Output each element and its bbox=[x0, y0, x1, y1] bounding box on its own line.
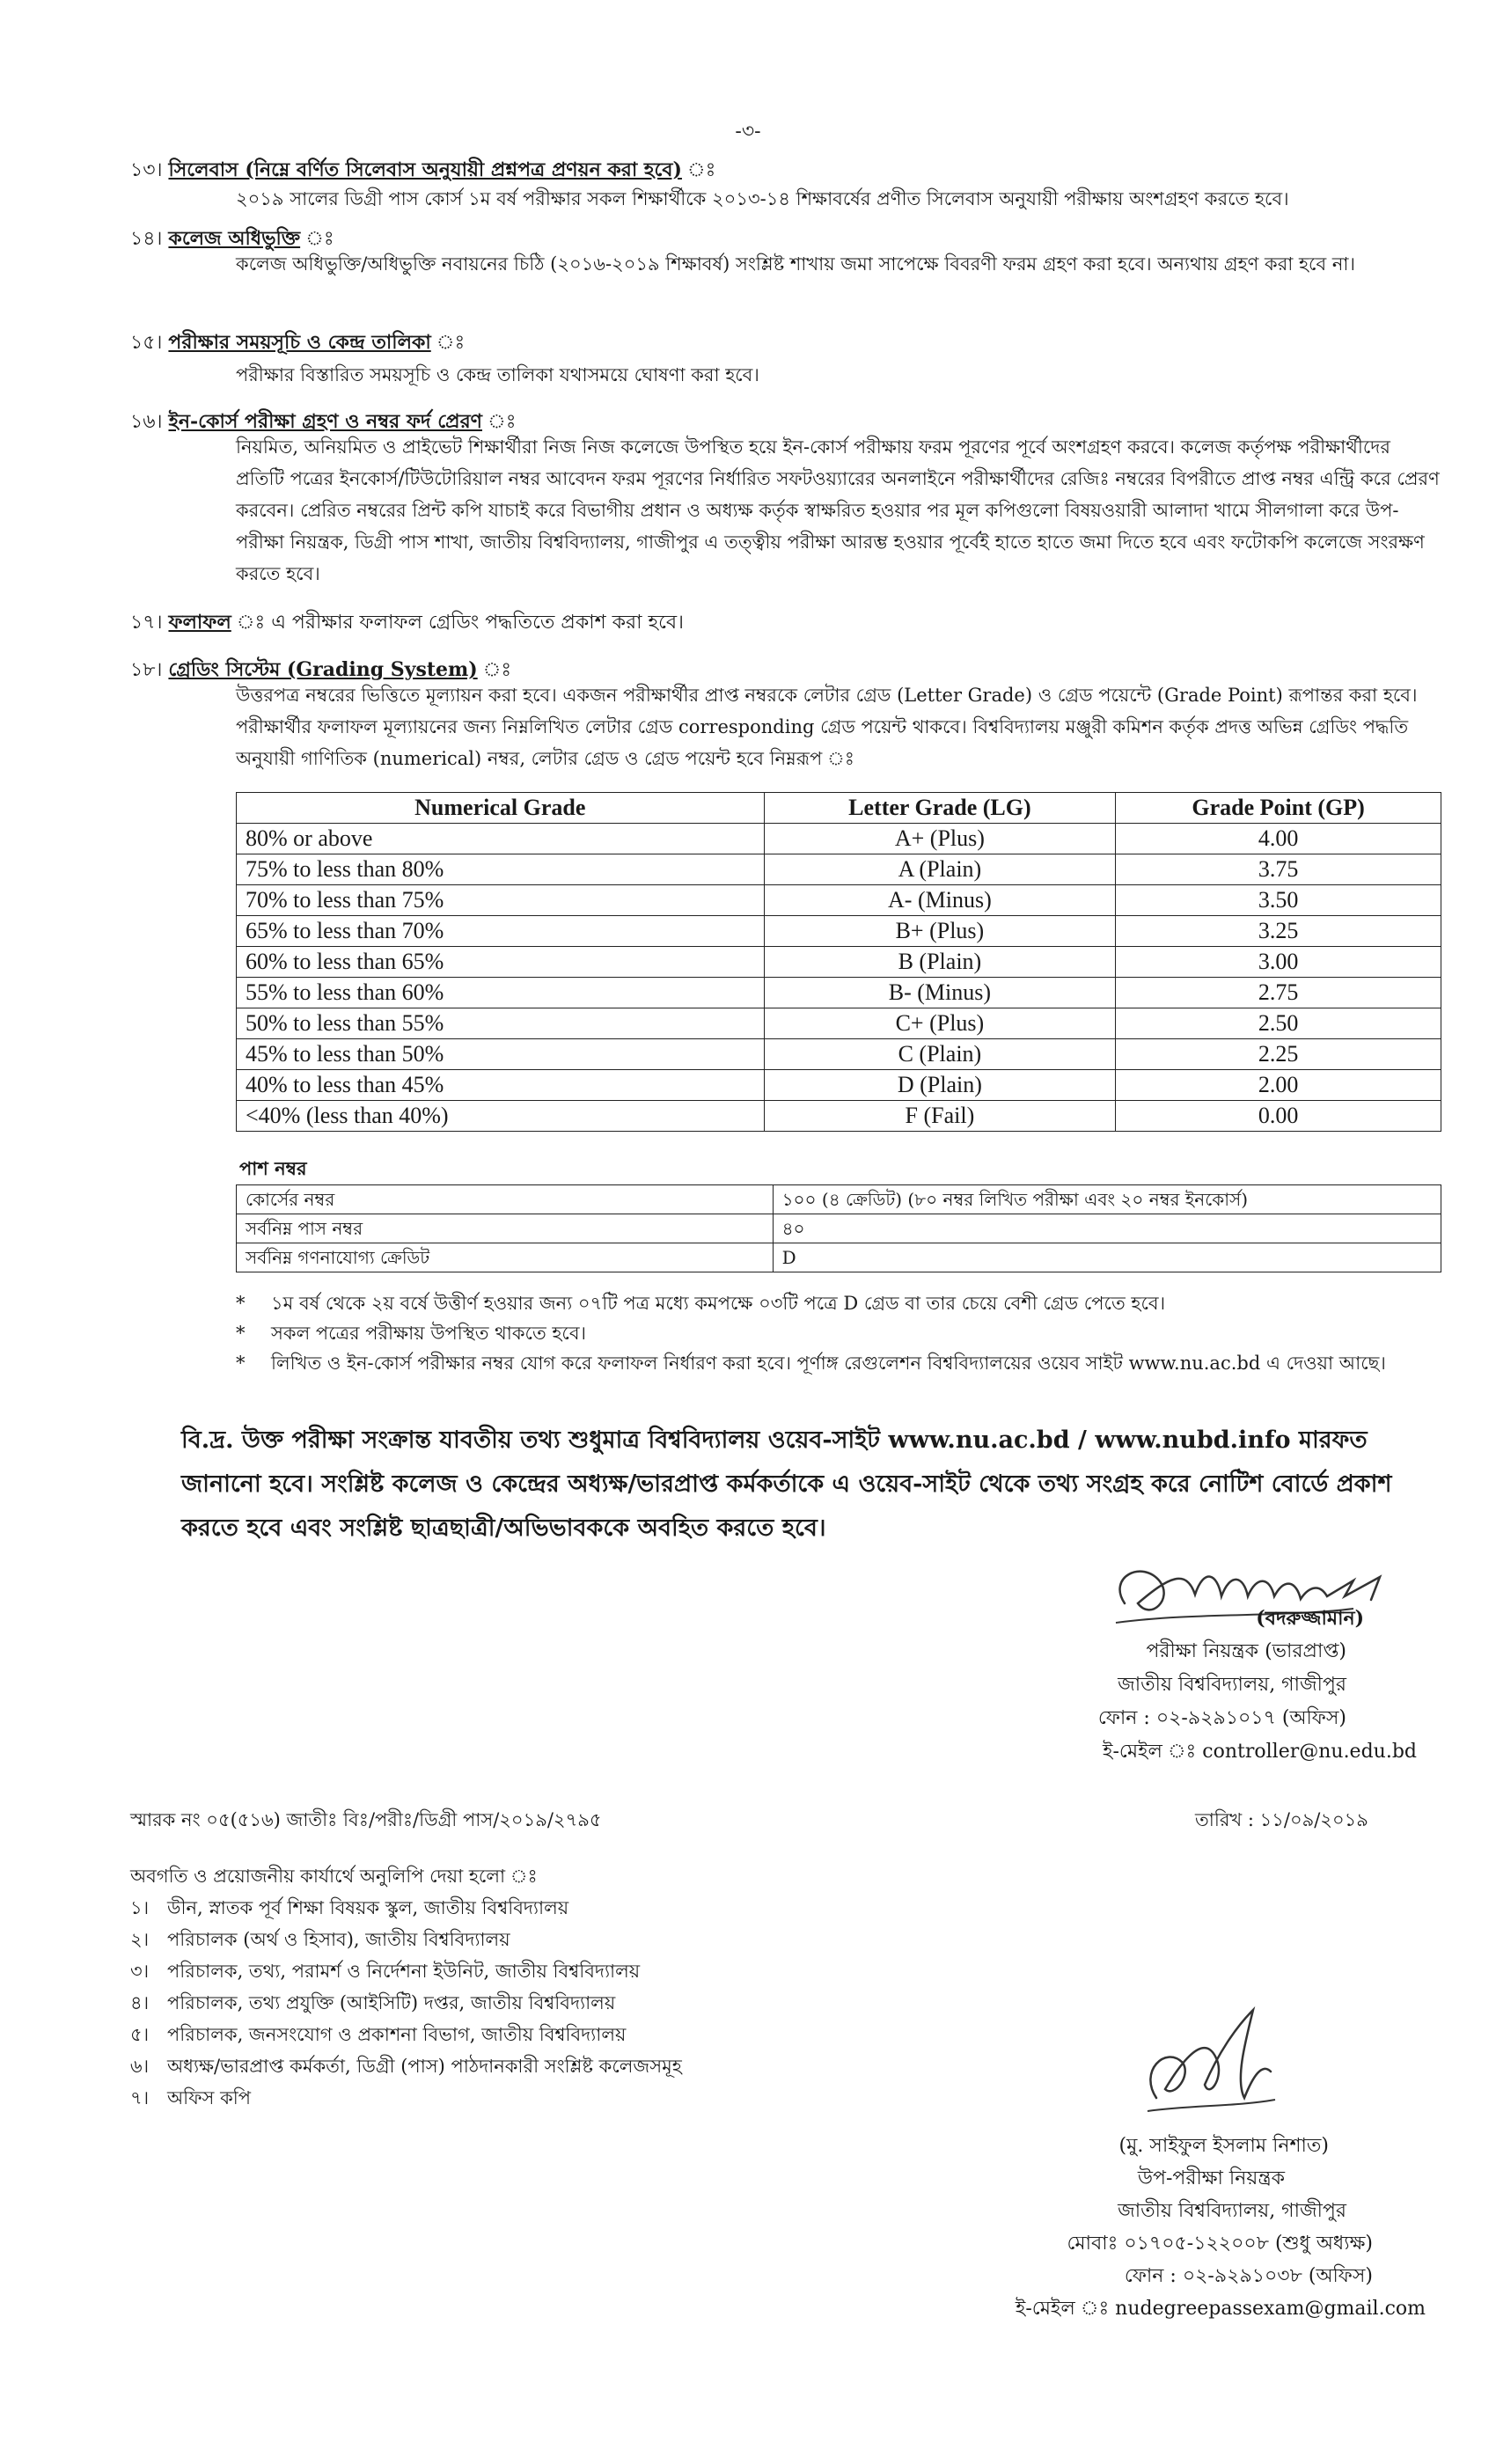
grade-point-cell: 3.25 bbox=[1116, 916, 1441, 947]
grade-point-cell: 0.00 bbox=[1116, 1101, 1441, 1132]
numerical-grade-cell: 65% to less than 70% bbox=[237, 916, 765, 947]
signatory-2-designation: উপ-পরীক্ষা নিয়ন্ত্রক bbox=[1137, 2167, 1285, 2189]
header-grade-point: Grade Point (GP) bbox=[1116, 793, 1441, 824]
letter-grade-cell: A (Plain) bbox=[764, 854, 1116, 885]
pass-marks-value: ১০০ (৪ ক্রেডিট) (৮০ নম্বর লিখিত পরীক্ষা এবং ২০ নম্বর ইনকোর্স) bbox=[773, 1185, 1441, 1214]
section-15-body: পরীক্ষার বিস্তারিত সময়সূচি ও কেন্দ্র তালিকা যথাসময়ে ঘোষণা করা হবে। bbox=[236, 364, 759, 385]
signatory-1-email: ই-মেইল ঃ controller@nu.edu.bd bbox=[1103, 1741, 1417, 1763]
signatory-1-org: জাতীয় বিশ্ববিদ্যালয়, গাজীপুর bbox=[1118, 1674, 1346, 1696]
numerical-grade-cell: <40% (less than 40%) bbox=[237, 1101, 765, 1132]
note-item bbox=[236, 1318, 1441, 1348]
grade-table-row bbox=[237, 1101, 1441, 1132]
note-text: সকল পত্রের পরীক্ষায় উপস্থিত থাকতে হবে। bbox=[271, 1323, 587, 1344]
cc-list bbox=[130, 1892, 1010, 2114]
note-marker: * bbox=[236, 1323, 246, 1344]
grade-point-cell: 3.00 bbox=[1116, 947, 1441, 978]
letter-grade-cell: B- (Minus) bbox=[764, 978, 1116, 1008]
cc-item-text: পরিচালক, জনসংযোগ ও প্রকাশনা বিভাগ, জাতীয় বিশ্ববিদ্যালয় bbox=[167, 2024, 627, 2045]
signatory-2-phone: ফোন : ০২-৯২৯১০৩৮ (অফিস) bbox=[1124, 2265, 1373, 2287]
notes-list bbox=[236, 1288, 1441, 1378]
note-marker: * bbox=[236, 1293, 246, 1314]
signatory-1-designation: পরীক্ষা নিয়ন্ত্রক (ভারপ্রাপ্ত) bbox=[1146, 1640, 1346, 1662]
section-18-body: উত্তরপত্র নম্বরের ভিত্তিতে মূল্যায়ন করা হবে। একজন পরীক্ষার্থীর প্রাপ্ত নম্বরকে লেটার গ্রেড (Letter Grade) ও গ্রেড পয়েন্টে (Grade Point) রূপান্তর করা হবে। পরীক্ষার্থীর ফলাফল মূল্যায়নের জন্য নিম্নলিখিত লেটার গ্রেড corresponding গ্রেড পয়েন্ট থাকবে। বিশ্ববিদ্যালয় মঞ্জুরী কমিশন কর্তৃক প্রদত্ত অভিন্ন গ্রেডিং পদ্ধতি অনুযায়ী গাণিতিক (numerical) নম্বর, লেটার গ্রেড ও গ্রেড পয়েন্ট হবে নিম্নরূপ ঃ bbox=[236, 685, 1418, 769]
cc-item bbox=[130, 1955, 1010, 1987]
grade-table-row bbox=[237, 1008, 1441, 1039]
numerical-grade-cell: 80% or above bbox=[237, 824, 765, 854]
pass-marks-row bbox=[237, 1214, 1441, 1243]
pass-marks-table bbox=[236, 1184, 1441, 1272]
section-17-heading bbox=[130, 607, 684, 640]
signatory-1-phone: ফোন : ০২-৯২৯১০১৭ (অফিস) bbox=[1097, 1707, 1346, 1729]
pass-marks-label: সর্বনিম্ন গণনাযোগ্য ক্রেডিট bbox=[237, 1243, 774, 1272]
letter-grade-cell: C+ (Plus) bbox=[764, 1008, 1116, 1039]
signatory-2-org: জাতীয় বিশ্ববিদ্যালয়, গাজীপুর bbox=[1118, 2200, 1346, 2222]
pass-marks-label: সর্বনিম্ন পাস নম্বর bbox=[237, 1214, 774, 1243]
cc-item-number: ৪। bbox=[130, 1992, 150, 2013]
grade-point-cell: 2.50 bbox=[1116, 1008, 1441, 1039]
grade-point-cell: 3.75 bbox=[1116, 854, 1441, 885]
grade-point-cell: 4.00 bbox=[1116, 824, 1441, 854]
grade-table-row bbox=[237, 947, 1441, 978]
numerical-grade-cell: 50% to less than 55% bbox=[237, 1008, 765, 1039]
numerical-grade-cell: 60% to less than 65% bbox=[237, 947, 765, 978]
section-13-title: সিলেবাস (নিম্নে বর্ণিত সিলেবাস অনুযায়ী প্রশ্নপত্র প্রণয়ন করা হবে) bbox=[168, 158, 682, 181]
grade-point-cell: 2.25 bbox=[1116, 1039, 1441, 1070]
cc-item bbox=[130, 1924, 1010, 1955]
pass-marks-row bbox=[237, 1185, 1441, 1214]
numerical-grade-cell: 55% to less than 60% bbox=[237, 978, 765, 1008]
cc-item-text: ডীন, স্নাতক পূর্ব শিক্ষা বিষয়ক স্কুল, জাতীয় বিশ্ববিদ্যালয় bbox=[167, 1897, 569, 1918]
cc-item-text: অধ্যক্ষ/ভারপ্রাপ্ত কর্মকর্তা, ডিগ্রী (পাস) পাঠদানকারী সংশ্লিষ্ট কলেজসমূহ bbox=[167, 2056, 682, 2077]
letter-grade-cell: A- (Minus) bbox=[764, 885, 1116, 916]
note-item bbox=[236, 1288, 1441, 1318]
section-14-number: ১৪। bbox=[130, 228, 163, 250]
note-marker: * bbox=[236, 1353, 246, 1374]
cc-section bbox=[130, 1860, 1010, 2114]
grade-table-row bbox=[237, 916, 1441, 947]
cc-item bbox=[130, 2050, 1010, 2082]
numerical-grade-cell: 45% to less than 50% bbox=[237, 1039, 765, 1070]
header-numerical-grade: Numerical Grade bbox=[237, 793, 765, 824]
signatory-2-name: (মু. সাইফুল ইসলাম নিশাত) bbox=[1118, 2135, 1329, 2157]
grade-table-row bbox=[237, 978, 1441, 1008]
cc-item-number: ৬। bbox=[130, 2056, 150, 2077]
pass-marks-value: D bbox=[773, 1243, 1441, 1272]
memo-date: তারিখ : ১১/০৯/২০১৯ bbox=[1195, 1809, 1368, 1830]
header-letter-grade: Letter Grade (LG) bbox=[764, 793, 1116, 824]
cc-item bbox=[130, 2082, 1010, 2114]
cc-item-number: ২। bbox=[130, 1929, 150, 1950]
signatory-2-mobile: মোবাঃ ০১৭০৫-১২২০০৮ (শুধু অধ্যক্ষ) bbox=[1067, 2233, 1373, 2255]
section-16-body: নিয়মিত, অনিয়মিত ও প্রাইভেট শিক্ষার্থীরা নিজ নিজ কলেজে উপস্থিত হয়ে ইন-কোর্স পরীক্ষায় ফরম পূরণের পূর্বে অংশগ্রহণ করবে। কলেজ কর্তৃপক্ষ পরীক্ষার্থীদের প্রতিটি পত্রের ইনকোর্স/টিউটোরিয়াল নম্বর আবেদন ফরম পূরণের নির্ধারিত সফটওয়্যারের অনলাইনে পরীক্ষার্থীদের রেজিঃ নম্বরের বিপরীতে প্রাপ্ত নম্বর এন্ট্রি করে প্রেরণ করবেন। প্রেরিত নম্বরের প্রিন্ট কপি যাচাই করে বিভাগীয় প্রধান ও অধ্যক্ষ কর্তৃক স্বাক্ষরিত হওয়ার পর মূল কপিগুলো বিষয়ওয়ারী আলাদা খামে সীলগালা করে উপ-পরীক্ষা নিয়ন্ত্রক, ডিগ্রী পাস শাখা, জাতীয় বিশ্ববিদ্যালয়, গাজীপুর এ তত্ত্বীয় পরীক্ষা আরম্ভ হওয়ার পূর্বেই হাতে হাতে জমা দিতে হবে এবং ফটোকপি কলেজে সংরক্ষণ করতে হবে। bbox=[236, 436, 1440, 584]
section-15-heading bbox=[130, 327, 465, 360]
cc-item bbox=[130, 1892, 1010, 1924]
notice-text: বি.দ্র. উক্ত পরীক্ষা সংক্রান্ত যাবতীয় তথ্য শুধুমাত্র বিশ্ববিদ্যালয় ওয়েব-সাইট www.nu.ac.bd / www.nubd.info মারফত জানানো হবে। সংশ্লিষ্ট কলেজ ও কেন্দ্রের অধ্যক্ষ/ভারপ্রাপ্ত কর্মকর্তাকে এ ওয়েব-সাইট থেকে তথ্য সংগ্রহ করে নোটিশ বোর্ডে প্রকাশ করতে হবে এবং সংশ্লিষ্ট ছাত্রছাত্রী/অভিভাবককে অবহিত করতে হবে। bbox=[181, 1426, 1392, 1542]
letter-grade-cell: F (Fail) bbox=[764, 1101, 1116, 1132]
signatory-1-name: (বদরুজ্জামান) bbox=[1256, 1607, 1364, 1630]
numerical-grade-cell: 75% to less than 80% bbox=[237, 854, 765, 885]
letter-grade-cell: C (Plain) bbox=[764, 1039, 1116, 1070]
section-14-body: কলেজ অধিভুক্তি/অধিভুক্তি নবায়নের চিঠি (২০১৬-২০১৯ শিক্ষাবর্ষ) সংশ্লিষ্ট শাখায় জমা সাপেক্ষে বিবরণী ফরম গ্রহণ করা হবে। অন্যথায় গ্রহণ করা হবে না। bbox=[236, 253, 1355, 275]
section-15-title: পরীক্ষার সময়সূচি ও কেন্দ্র তালিকা bbox=[168, 331, 431, 354]
letter-grade-cell: B (Plain) bbox=[764, 947, 1116, 978]
pass-marks-row bbox=[237, 1243, 1441, 1272]
section-13-number: ১৩। bbox=[130, 159, 163, 181]
pass-marks-value: ৪০ bbox=[773, 1214, 1441, 1243]
numerical-grade-cell: 70% to less than 75% bbox=[237, 885, 765, 916]
signatory-2-email: ই-মেইল ঃ nudegreepassexam@gmail.com bbox=[1015, 2298, 1426, 2320]
section-13-body: ২০১৯ সালের ডিগ্রী পাস কোর্স ১ম বর্ষ পরীক্ষার সকল শিক্ষার্থীকে ২০১৩-১৪ শিক্ষাবর্ষের প্রণীত সিলেবাস অনুযায়ী পরীক্ষায় অংশগ্রহণ করতে হবে। bbox=[236, 188, 1289, 209]
letter-grade-cell: B+ (Plus) bbox=[764, 916, 1116, 947]
section-17-number: ১৭। bbox=[130, 612, 163, 634]
cc-item-number: ৭। bbox=[130, 2087, 150, 2108]
cc-item-text: পরিচালক (অর্থ ও হিসাব), জাতীয় বিশ্ববিদ্যালয় bbox=[167, 1929, 510, 1950]
letter-grade-cell: A+ (Plus) bbox=[764, 824, 1116, 854]
signature-deputy-controller bbox=[1130, 1992, 1288, 2133]
grade-table-row bbox=[237, 1039, 1441, 1070]
cc-item-number: ১। bbox=[130, 1897, 150, 1918]
section-18-number: ১৮। bbox=[130, 659, 163, 681]
section-18-title: গ্রেডিং সিস্টেম (Grading System) bbox=[168, 658, 478, 681]
page-number: -৩- bbox=[735, 121, 761, 143]
cc-item-text: অফিস কপি bbox=[167, 2087, 252, 2108]
cc-item bbox=[130, 2019, 1010, 2050]
grade-table-row bbox=[237, 824, 1441, 854]
cc-item-number: ৩। bbox=[130, 1961, 150, 1982]
cc-heading: অবগতি ও প্রয়োজনীয় কার্যার্থে অনুলিপি দেয়া হলো ঃ bbox=[130, 1866, 538, 1887]
section-17-title: ফলাফল bbox=[168, 611, 231, 634]
grade-point-cell: 2.75 bbox=[1116, 978, 1441, 1008]
grade-table-row bbox=[237, 854, 1441, 885]
grade-table-row bbox=[237, 1070, 1441, 1101]
grade-point-cell: 2.00 bbox=[1116, 1070, 1441, 1101]
memo-number: স্মারক নং ০৫(৫১৬) জাতীঃ বিঃ/পরীঃ/ডিগ্রী পাস/২০১৯/২৭৯৫ bbox=[130, 1809, 602, 1830]
grade-point-cell: 3.50 bbox=[1116, 885, 1441, 916]
note-text: লিখিত ও ইন-কোর্স পরীক্ষার নম্বর যোগ করে ফলাফল নির্ধারণ করা হবে। পূর্ণাঙ্গ রেগুলেশন বিশ্ববিদ্যালয়ের ওয়েব সাইট www.nu.ac.bd এ দেওয়া আছে। bbox=[271, 1353, 1386, 1374]
pass-marks-title: পাশ নম্বর bbox=[239, 1157, 307, 1179]
grade-table-header-row bbox=[237, 793, 1441, 824]
note-text: ১ম বর্ষ থেকে ২য় বর্ষে উত্তীর্ণ হওয়ার জন্য ০৭টি পত্র মধ্যে কমপক্ষে ০৩টি পত্রে D গ্রেড বা তার চেয়ে বেশী গ্রেড পেতে হবে। bbox=[271, 1293, 1166, 1314]
signatory-2-block bbox=[862, 2130, 1426, 2325]
cc-item-number: ৫। bbox=[130, 2024, 150, 2045]
section-16-number: ১৬। bbox=[130, 411, 163, 433]
note-item bbox=[236, 1348, 1441, 1378]
pass-marks-label: কোর্সের নম্বর bbox=[237, 1185, 774, 1214]
signatory-1-block bbox=[924, 1602, 1417, 1769]
section-16-title: ইন-কোর্স পরীক্ষা গ্রহণ ও নম্বর ফর্দ প্রেরণ bbox=[168, 410, 482, 433]
cc-item bbox=[130, 1987, 1010, 2019]
grade-table-row bbox=[237, 885, 1441, 916]
section-15-number: ১৫। bbox=[130, 332, 163, 354]
letter-grade-cell: D (Plain) bbox=[764, 1070, 1116, 1101]
section-17-body: এ পরীক্ষার ফলাফল গ্রেডিং পদ্ধতিতে প্রকাশ করা হবে। bbox=[271, 612, 685, 634]
cc-item-text: পরিচালক, তথ্য প্রযুক্তি (আইসিটি) দপ্তর, জাতীয় বিশ্ববিদ্যালয় bbox=[167, 1992, 616, 2013]
grade-table bbox=[236, 792, 1441, 1132]
cc-item-text: পরিচালক, তথ্য, পরামর্শ ও নির্দেশনা ইউনিট, জাতীয় বিশ্ববিদ্যালয় bbox=[167, 1961, 641, 1982]
numerical-grade-cell: 40% to less than 45% bbox=[237, 1070, 765, 1101]
section-14-title: কলেজ অধিভুক্তি bbox=[168, 227, 301, 250]
